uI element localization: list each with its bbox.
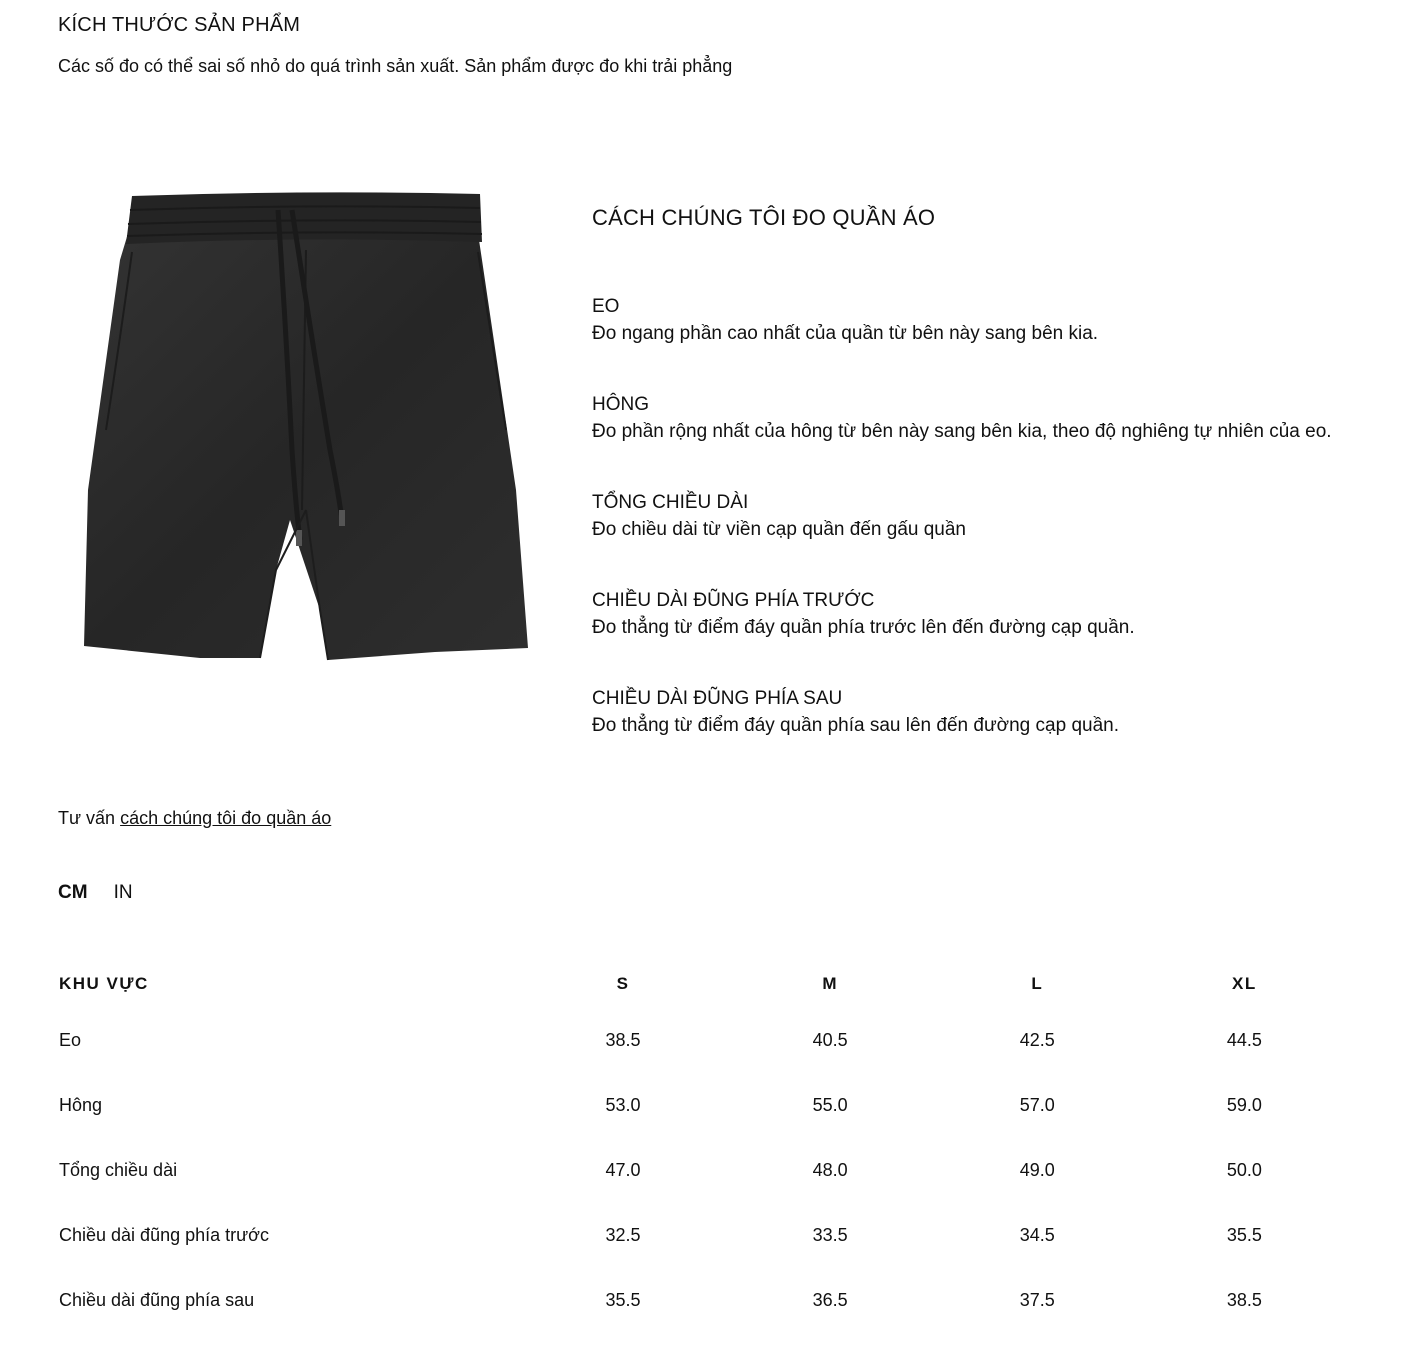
measure-description: Đo ngang phần cao nhất của quần từ bên này sang bên kia. [592, 323, 1099, 344]
table-cell: 33.5 [812, 1225, 848, 1245]
measure-item-back-rise [592, 685, 1382, 739]
measure-description: Đo chiều dài từ viền cạp quần đến gấu quần [592, 519, 966, 540]
page-title: KÍCH THƯỚC SẢN PHẨM [58, 14, 301, 36]
row-label: Chiều dài đũng phía trước [59, 1225, 269, 1245]
measurement-guide [592, 205, 1382, 783]
measure-name: TỔNG CHIỀU DÀI [592, 492, 749, 513]
table-row [58, 1268, 1348, 1333]
measure-item-waist [592, 293, 1382, 347]
table-cell: 40.5 [812, 1030, 848, 1050]
table-cell: 32.5 [605, 1225, 641, 1245]
measure-name: EO [592, 296, 620, 317]
unit-cm-tab[interactable]: CM [58, 882, 88, 903]
table-cell: 42.5 [1019, 1030, 1055, 1050]
table-cell: 36.5 [812, 1290, 848, 1310]
table-cell: 57.0 [1019, 1095, 1055, 1115]
page-subtitle: Các số đo có thể sai số nhỏ do quá trình sản xuất. Sản phẩm được đo khi trải phẳng [58, 56, 733, 76]
table-cell: 49.0 [1019, 1160, 1055, 1180]
table-cell: 35.5 [1226, 1225, 1262, 1245]
table-row [58, 1203, 1348, 1268]
table-cell: 59.0 [1226, 1095, 1262, 1115]
table-header-size: M [822, 974, 838, 993]
row-label: Eo [59, 1030, 82, 1050]
measurement-advice [58, 808, 331, 829]
measure-name: CHIỀU DÀI ĐŨNG PHÍA SAU [592, 688, 843, 709]
unit-toggle [58, 882, 133, 904]
table-row [58, 1008, 1348, 1073]
table-header-area: KHU VỰC [59, 974, 149, 993]
row-label: Chiều dài đũng phía sau [59, 1290, 255, 1310]
table-cell: 50.0 [1226, 1160, 1262, 1180]
table-cell: 34.5 [1019, 1225, 1055, 1245]
table-header-size: XL [1232, 974, 1257, 993]
table-cell: 44.5 [1226, 1030, 1262, 1050]
measure-item-front-rise [592, 587, 1382, 641]
measure-description: Đo phần rộng nhất của hông từ bên này sang bên kia, theo độ nghiêng tự nhiên của eo. [592, 421, 1332, 442]
table-cell: 47.0 [605, 1160, 641, 1180]
table-row [58, 1073, 1348, 1138]
table-cell: 38.5 [1226, 1290, 1262, 1310]
measure-name: HÔNG [592, 394, 649, 415]
measure-item-hip [592, 391, 1382, 445]
measure-item-total-length [592, 489, 1382, 543]
row-label: Hông [59, 1095, 103, 1115]
measure-description: Đo thẳng từ điểm đáy quần phía trước lên đến đường cạp quần. [592, 617, 1135, 638]
product-image-shorts [80, 190, 532, 666]
table-cell: 35.5 [605, 1290, 641, 1310]
table-header-row [58, 960, 1348, 1008]
table-cell: 53.0 [605, 1095, 641, 1115]
table-row [58, 1138, 1348, 1203]
table-header-size: L [1031, 974, 1044, 993]
size-chart-table [58, 960, 1348, 1333]
table-header-size: S [616, 974, 630, 993]
measurement-guide-heading: CÁCH CHÚNG TÔI ĐO QUẦN ÁO [592, 205, 936, 230]
table-cell: 55.0 [812, 1095, 848, 1115]
advice-prefix: Tư vấn [58, 808, 116, 828]
measure-description: Đo thẳng từ điểm đáy quần phía sau lên đến đường cạp quần. [592, 715, 1119, 736]
row-label: Tổng chiều dài [59, 1160, 178, 1180]
unit-in-tab[interactable]: IN [113, 882, 133, 903]
table-cell: 38.5 [605, 1030, 641, 1050]
how-we-measure-link[interactable]: cách chúng tôi đo quần áo [120, 808, 332, 828]
table-cell: 48.0 [812, 1160, 848, 1180]
measure-name: CHIỀU DÀI ĐŨNG PHÍA TRƯỚC [592, 590, 875, 611]
table-cell: 37.5 [1019, 1290, 1055, 1310]
